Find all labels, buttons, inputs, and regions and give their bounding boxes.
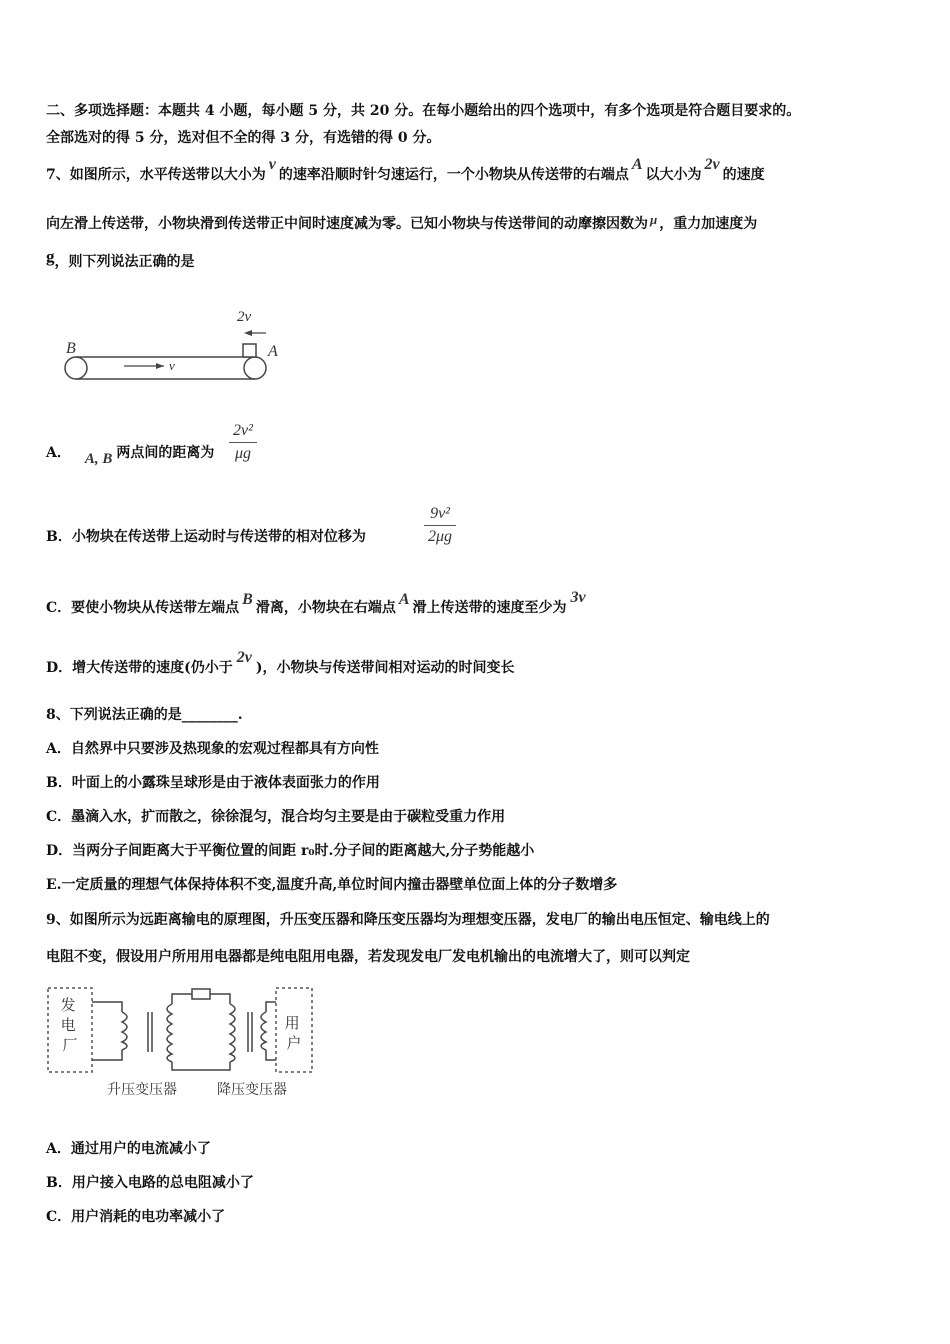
option-c-text-3: 滑上传送带的速度至少为: [412, 600, 567, 616]
section-title-line2: 全部选对的得 5 分，选对但不全的得 3 分，有选错的得 0 分。: [46, 130, 441, 146]
q7-var-A: A: [631, 156, 643, 173]
q7-option-b: B．小物块在传送带上运动时与传送带的相对位移为: [46, 529, 366, 545]
option-a-points: A, B: [84, 451, 113, 467]
option-a-denominator: μg: [234, 445, 251, 462]
q8-option-e: E.一定质量的理想气体保持体积不变,温度升高,单位时间内撞击器壁单位面上体的分子数增多: [46, 877, 618, 893]
option-c-text-2: 滑离，小物块在右端点: [255, 600, 396, 616]
line-top-right: [210, 994, 230, 1004]
user-char-1: 用: [284, 1016, 300, 1032]
q7-text-3: 以大小为: [645, 167, 702, 183]
option-d-text-2: )，小物块与传送带间相对运动的时间变长: [255, 660, 515, 676]
option-b-numerator: 9v²: [424, 503, 456, 526]
option-c-var-A: A: [398, 591, 410, 608]
step-down-primary-coil: [230, 1004, 235, 1062]
section-title-line1: 二、多项选择题：本题共 4 小题，每小题 5 分，共 20 分。在每小题给出的四个选项中，有多个选项是符合题目要求的。: [46, 103, 801, 119]
conveyor-belt-figure: [56, 300, 286, 390]
user-char-2: 户: [286, 1036, 302, 1052]
q7-stem-line2: [46, 214, 757, 234]
plant-char-3: 厂: [62, 1038, 78, 1054]
q7-option-a: [46, 443, 215, 467]
q8-option-d: D．当两分子间距离大于平衡位置的间距 r₀时.分子间的距离越大,分子势能越小: [46, 843, 535, 859]
q9-option-b: B．用户接入电路的总电阻减小了: [46, 1175, 254, 1191]
step-down-label: 降压变压器: [217, 1083, 287, 1098]
step-up-label: 升压变压器: [107, 1083, 177, 1098]
label-2v: 2v: [237, 309, 252, 325]
option-d-var-2v: 2v: [236, 649, 252, 666]
q7-text-6: ，重力加速度为: [659, 216, 758, 232]
user-label: [285, 1015, 304, 1052]
option-c-var-3v: 3v: [570, 589, 586, 606]
option-c-var-B: B: [242, 591, 253, 608]
q8-option-a: A．自然界中只要涉及热现象的宏观过程都具有方向性: [46, 741, 379, 757]
q7-var-mu: μ: [650, 212, 658, 227]
q7-text-2: 的速率沿顺时针匀速运行，一个小物块从传送带的右端点: [278, 167, 629, 183]
user-wire-bottom: [266, 1050, 276, 1060]
option-a-label: A．: [46, 445, 71, 461]
block-velocity-arrowhead: [244, 330, 252, 336]
user-wire-top: [266, 1002, 276, 1012]
q7-var-2v: 2v: [704, 156, 720, 173]
q9-option-c: C．用户消耗的电功率减小了: [46, 1209, 226, 1225]
option-a-text: 两点间的距离为: [116, 445, 215, 461]
label-v: v: [169, 358, 175, 373]
left-pulley: [65, 357, 87, 379]
option-b-denominator: 2μg: [428, 528, 453, 545]
plant-wire-top: [92, 1002, 122, 1012]
step-down-secondary-coil: [261, 1012, 266, 1050]
step-up-secondary-coil: [167, 1004, 172, 1062]
q7-var-v: v: [268, 156, 276, 173]
q7-text-5: 向左滑上传送带，小物块滑到传送带正中间时速度减为零。已知小物块与传送带间的动摩擦因数为: [46, 216, 648, 232]
line-resistor: [192, 989, 210, 999]
q8-option-c: C．墨滴入水，扩而散之，徐徐混匀，混合均匀主要是由于碳粒受重力作用: [46, 809, 506, 825]
plant-wire-bottom: [92, 1050, 122, 1060]
option-a-fraction: [229, 420, 257, 465]
belt-velocity-arrowhead: [156, 363, 164, 369]
q9-option-a: A．通过用户的电流减小了: [46, 1141, 211, 1157]
line-bottom: [172, 1062, 230, 1070]
option-c-text-1: C．要使小物块从传送带左端点: [46, 600, 240, 616]
option-d-text-1: D．增大传送带的速度(仍小于: [46, 660, 233, 676]
q9-stem-line1: 9、如图所示为远距离输电的原理图，升压变压器和降压变压器均为理想变压器，发电厂的输出电压恒定、输电线上的: [46, 912, 770, 928]
label-B: B: [66, 340, 76, 357]
q7-option-c: [46, 589, 590, 618]
q7-stem-line3: [46, 247, 195, 272]
q8-option-b: B．叶面上的小露珠呈球形是由于液体表面张力的作用: [46, 775, 380, 791]
plant-char-1: 发: [60, 998, 76, 1014]
block: [243, 344, 256, 357]
q9-stem-line2: 电阻不变，假设用户所用用电器都是纯电阻用电器，若发现发电厂发电机输出的电流增大了，则可以判定: [46, 949, 690, 965]
transmission-figure: [44, 982, 324, 1106]
q7-option-d: [46, 649, 515, 678]
plant-label: [61, 997, 80, 1054]
line-top-left: [172, 994, 192, 1004]
q7-text-7: ，则下列说法正确的是: [54, 254, 195, 270]
option-a-numerator: 2v²: [229, 420, 257, 443]
q8-stem: 8、下列说法正确的是________.: [46, 707, 243, 723]
label-A: A: [268, 343, 278, 360]
q7-text-1: 7、如图所示，水平传送带以大小为: [46, 167, 266, 183]
q7-stem-line1: [46, 156, 765, 185]
step-up-primary-coil: [122, 1012, 127, 1050]
q7-var-g: g: [46, 247, 55, 266]
plant-char-2: 电: [60, 1018, 76, 1034]
q7-text-4: 的速度: [722, 167, 765, 183]
option-b-fraction: [424, 503, 456, 548]
right-pulley: [244, 357, 266, 379]
